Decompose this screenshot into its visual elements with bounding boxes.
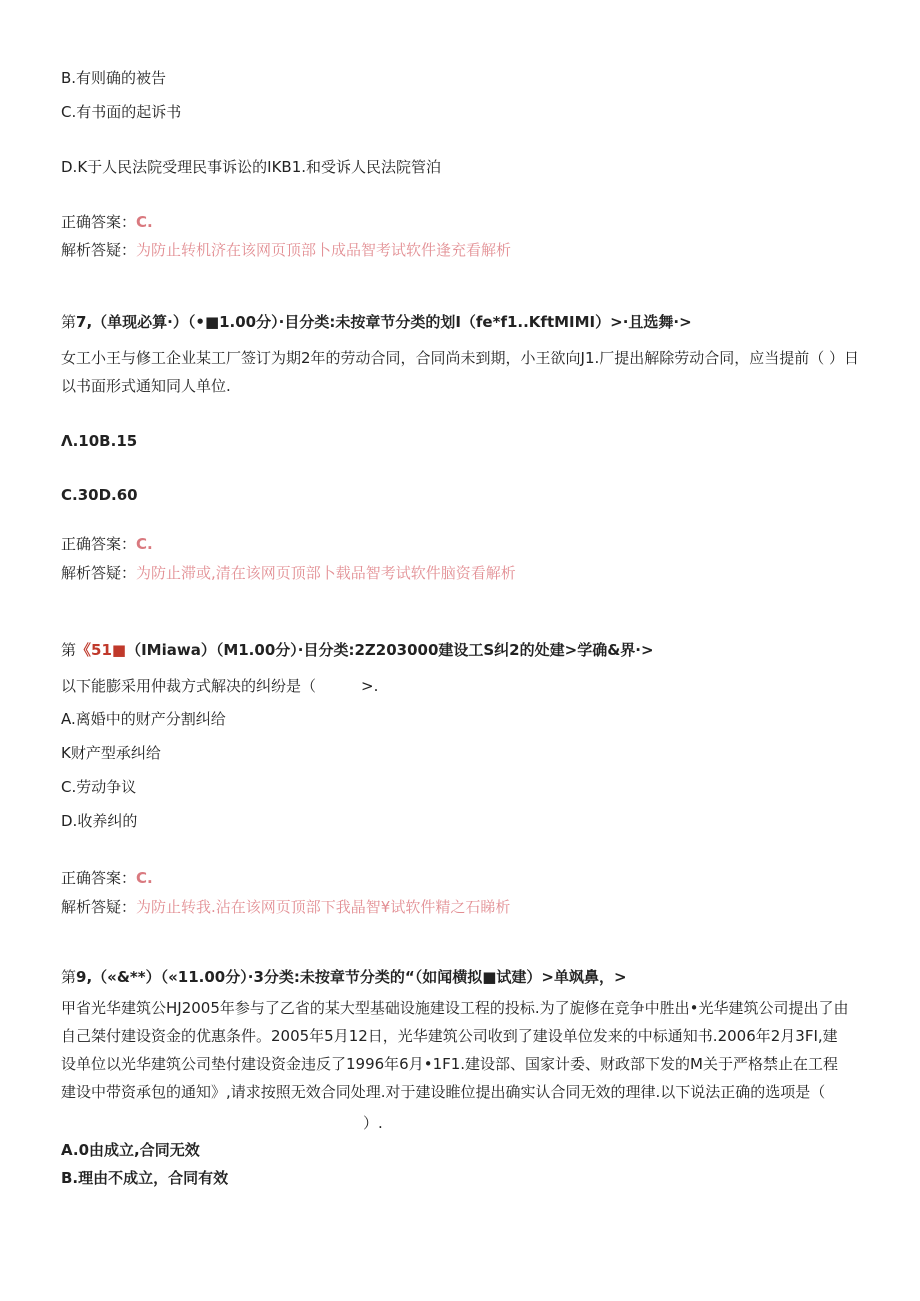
question-8-stem: 以下能膨采用仲裁方式解决的纠纷是（ >.	[61, 677, 379, 695]
explain-label: 解析答疑：	[61, 564, 137, 582]
answer-value: C.	[136, 213, 153, 231]
question-meta: ,（单现必算·）（•■1.00分）·目分类:未按章节分类的划I（fe*f1..KftMIMI）>·且选舞·>	[86, 313, 692, 331]
option-b: B.有则确的被告	[61, 69, 167, 87]
question-8-option-d: D.收养纠的	[61, 812, 138, 830]
question-8-header	[61, 640, 654, 660]
answer-value: C.	[136, 535, 153, 553]
question-8-option-b: K财产型承纠给	[61, 744, 161, 762]
question-8-option-c: C.劳动争议	[61, 778, 137, 796]
question-number: 《51■	[76, 641, 127, 659]
explain-label: 解析答疑：	[61, 898, 137, 916]
question-8-option-a: A.离婚中的财产分割纠给	[61, 710, 226, 728]
question-7-options-cd: C.30D.60	[61, 486, 138, 504]
option-c: C.有书面的起诉书	[61, 103, 182, 121]
question-9-stem-tail: ）.	[363, 1114, 383, 1132]
question-prefix: 第	[61, 968, 77, 986]
question-9-option-a: A.0由成立,合同无效	[61, 1141, 200, 1159]
explain-value: 为防止转我.沾在该网页顶部下我晶智¥试软件精之石睇析	[136, 898, 511, 916]
question-7-explain-row	[61, 563, 516, 583]
question-7-stem: 女工小王与修工企业某工厂签订为期2年的劳动合同，合同尚未到期，小王欲向J1.厂提出解除劳动合同，应当提前（ ）日以书面形式通知同人单位.	[61, 349, 860, 395]
question-number: 7	[76, 313, 87, 331]
question-9-option-b: B.理由不成立，合同有效	[61, 1169, 229, 1187]
question-9-header	[61, 967, 627, 987]
question-7-options-ab: Λ.10B.15	[61, 432, 138, 450]
answer-label: 正确答案：	[61, 869, 137, 887]
question-number: 9	[76, 968, 87, 986]
question-prefix: 第	[61, 641, 77, 659]
answer-label: 正确答案：	[61, 213, 137, 231]
explain-label: 解析答疑：	[61, 241, 137, 259]
answer-label: 正确答案：	[61, 535, 137, 553]
question-8-answer-row	[61, 868, 153, 888]
option-d: D.K于人民法院受理民事诉讼的IKB1.和受诉人民法院管泊	[61, 158, 442, 176]
question-7-answer-row	[61, 534, 153, 554]
explain-value: 为防止转机济在该网页顶部卜成品智考试软件逢充看解析	[136, 241, 512, 259]
question-meta: ,（«&**）（«11.00分）·3分类:未按章节分类的“（如闻横拟■试建）>单飒鼻，>	[86, 968, 627, 986]
explain-value: 为防止滞或,清在该网页顶部卜载品智考试软件脑资看解析	[136, 564, 516, 582]
question-prefix: 第	[61, 313, 77, 331]
question-8-explain-row	[61, 897, 510, 917]
question-7-header	[61, 312, 692, 332]
question-meta: （IMiawa）（M1.00分）·目分类:2Z203000建设工S纠2的处建>学确&界·>	[126, 641, 654, 659]
explain-row	[61, 240, 511, 260]
answer-row	[61, 212, 153, 232]
answer-value: C.	[136, 869, 153, 887]
question-9-stem: 甲省光华建筑公HJ2005年参与了乙省的某大型基础设施建设工程的投标.为了旎修在竞争中胜出•光华建筑公司提出了由自己桀付建设资金的优惠条件。2005年5月12日，光华建筑公司收到了建设单位发来的中标通知书.2006年2月3FI,建设单位以光华建筑公司垫付建设资金违反了1996年6月•1F1.建设部、国家计委、财政部下发的M关于严格禁止在工程建设中带资承包的通知》,请求按照无效合同处理.对于建设睢位提出确实认合同无效的理律.以下说法正确的选项是（	[61, 999, 849, 1101]
